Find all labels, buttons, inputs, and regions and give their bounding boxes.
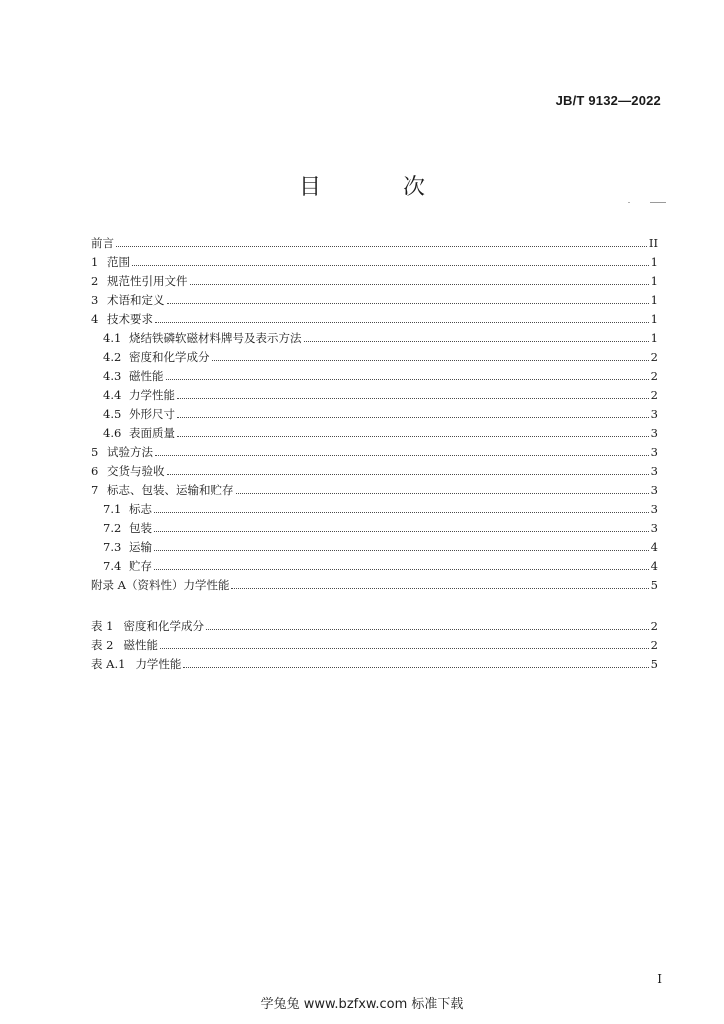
toc-entry[interactable]: [91, 459, 658, 478]
table-list-entry[interactable]: [91, 652, 658, 671]
entry-number: 7.3: [103, 540, 122, 554]
scan-mark: [650, 202, 666, 203]
entry-page-number: 1: [650, 312, 658, 326]
entry-title: 磁性能: [123, 638, 158, 652]
toc-entry[interactable]: [91, 421, 658, 440]
watermark-text: 学兔兔 www.bzfxw.com 标准下载: [260, 997, 464, 1012]
entry-number: 7.2: [103, 521, 122, 535]
entry-page-number: 3: [650, 521, 658, 535]
toc-entry[interactable]: [91, 440, 658, 459]
entry-title: 运输: [129, 540, 152, 554]
scan-mark: [628, 202, 630, 203]
entry-page-number: 1: [650, 293, 658, 307]
entry-page-number: 5: [650, 657, 658, 671]
entry-title: 烧结铁磷软磁材料牌号及表示方法: [129, 331, 302, 345]
entry-number: 表 A.1: [91, 657, 126, 671]
entry-number: 1: [91, 255, 99, 269]
dot-leader: [154, 568, 649, 570]
entry-title: 外形尺寸: [129, 407, 175, 421]
dot-leader: [212, 359, 649, 361]
entry-title: 标志、包装、运输和贮存: [107, 483, 234, 497]
table-list-entry[interactable]: [91, 614, 658, 633]
dot-leader: [177, 416, 649, 418]
entry-number: 表 2: [91, 638, 114, 652]
entry-page-number: 2: [650, 638, 658, 652]
entry-page-number: 3: [650, 407, 658, 421]
dot-leader: [155, 321, 649, 323]
entry-number: 4: [91, 312, 99, 326]
toc-entry[interactable]: [91, 250, 658, 269]
entry-number: 4.5: [103, 407, 122, 421]
entry-number: 4.4: [103, 388, 122, 402]
dot-leader: [236, 492, 649, 494]
entry-number: 表 1: [91, 619, 114, 633]
table-of-contents: [91, 231, 658, 592]
entry-number: 4.3: [103, 369, 122, 383]
toc-entry[interactable]: [91, 535, 658, 554]
entry-page-number: 3: [650, 502, 658, 516]
entry-title: 前言: [91, 236, 114, 250]
toc-entry[interactable]: [91, 345, 658, 364]
entry-page-number: II: [648, 236, 658, 250]
entry-number: 2: [91, 274, 99, 288]
entry-number: 7: [91, 483, 99, 497]
entry-title: 贮存: [129, 559, 152, 573]
toc-entry[interactable]: [91, 402, 658, 421]
dot-leader: [183, 666, 648, 668]
entry-number: 4.1: [103, 331, 122, 345]
entry-title: 交货与验收: [107, 464, 165, 478]
toc-entry[interactable]: [91, 554, 658, 573]
entry-title: 标志: [129, 502, 152, 516]
entry-page-number: 3: [650, 426, 658, 440]
entry-page-number: 3: [650, 464, 658, 478]
dot-leader: [132, 264, 649, 266]
toc-entry[interactable]: [91, 231, 658, 250]
dot-leader: [154, 511, 649, 513]
dot-leader: [154, 549, 649, 551]
dot-leader: [116, 245, 647, 247]
entry-title: 力学性能: [135, 657, 182, 671]
toc-entry[interactable]: [91, 383, 658, 402]
toc-entry[interactable]: [91, 497, 658, 516]
dot-leader: [231, 587, 648, 589]
entry-number: 4.2: [103, 350, 122, 364]
entry-title: 密度和化学成分: [123, 619, 204, 633]
entry-title: 力学性能: [129, 388, 175, 402]
toc-entry[interactable]: [91, 516, 658, 535]
dot-leader: [177, 397, 649, 399]
dot-leader: [160, 647, 649, 649]
dot-leader: [155, 454, 649, 456]
toc-entry[interactable]: [91, 307, 658, 326]
entry-title: 包装: [129, 521, 152, 535]
entry-title: 规范性引用文件: [107, 274, 188, 288]
entry-page-number: 5: [650, 578, 658, 592]
toc-entry[interactable]: [91, 573, 658, 592]
entry-page-number: 1: [650, 274, 658, 288]
entry-number: 5: [91, 445, 99, 459]
toc-entry[interactable]: [91, 269, 658, 288]
entry-page-number: 2: [650, 350, 658, 364]
entry-title: 附录 A（资料性）力学性能: [91, 578, 230, 592]
entry-number: 7.1: [103, 502, 122, 516]
dot-leader: [304, 340, 649, 342]
entry-number: 6: [91, 464, 99, 478]
entry-page-number: 3: [650, 445, 658, 459]
toc-entry[interactable]: [91, 478, 658, 497]
dot-leader: [167, 473, 649, 475]
entry-title: 磁性能: [129, 369, 164, 383]
dot-leader: [177, 435, 649, 437]
toc-entry[interactable]: [91, 326, 658, 345]
entry-number: 4.6: [103, 426, 122, 440]
dot-leader: [206, 628, 649, 630]
dot-leader: [166, 378, 649, 380]
page-number: I: [657, 972, 662, 986]
entry-page-number: 4: [650, 540, 658, 554]
entry-title: 密度和化学成分: [129, 350, 210, 364]
dot-leader: [154, 530, 649, 532]
entry-title: 术语和定义: [107, 293, 165, 307]
entry-page-number: 2: [650, 619, 658, 633]
document-number: JB/T 9132—2022: [555, 93, 661, 108]
entry-title: 技术要求: [107, 312, 153, 326]
entry-page-number: 2: [650, 369, 658, 383]
toc-entry[interactable]: [91, 288, 658, 307]
page-title: 目 次: [298, 175, 455, 200]
entry-title: 范围: [107, 255, 130, 269]
dot-leader: [190, 283, 649, 285]
entry-page-number: 4: [650, 559, 658, 573]
dot-leader: [167, 302, 649, 304]
table-list-entry[interactable]: [91, 633, 658, 652]
list-of-tables: [91, 614, 658, 671]
entry-title: 试验方法: [107, 445, 153, 459]
entry-page-number: 1: [650, 331, 658, 345]
toc-entry[interactable]: [91, 364, 658, 383]
entry-title: 表面质量: [129, 426, 175, 440]
entry-page-number: 1: [650, 255, 658, 269]
entry-number: 7.4: [103, 559, 122, 573]
entry-page-number: 2: [650, 388, 658, 402]
entry-page-number: 3: [650, 483, 658, 497]
entry-number: 3: [91, 293, 99, 307]
